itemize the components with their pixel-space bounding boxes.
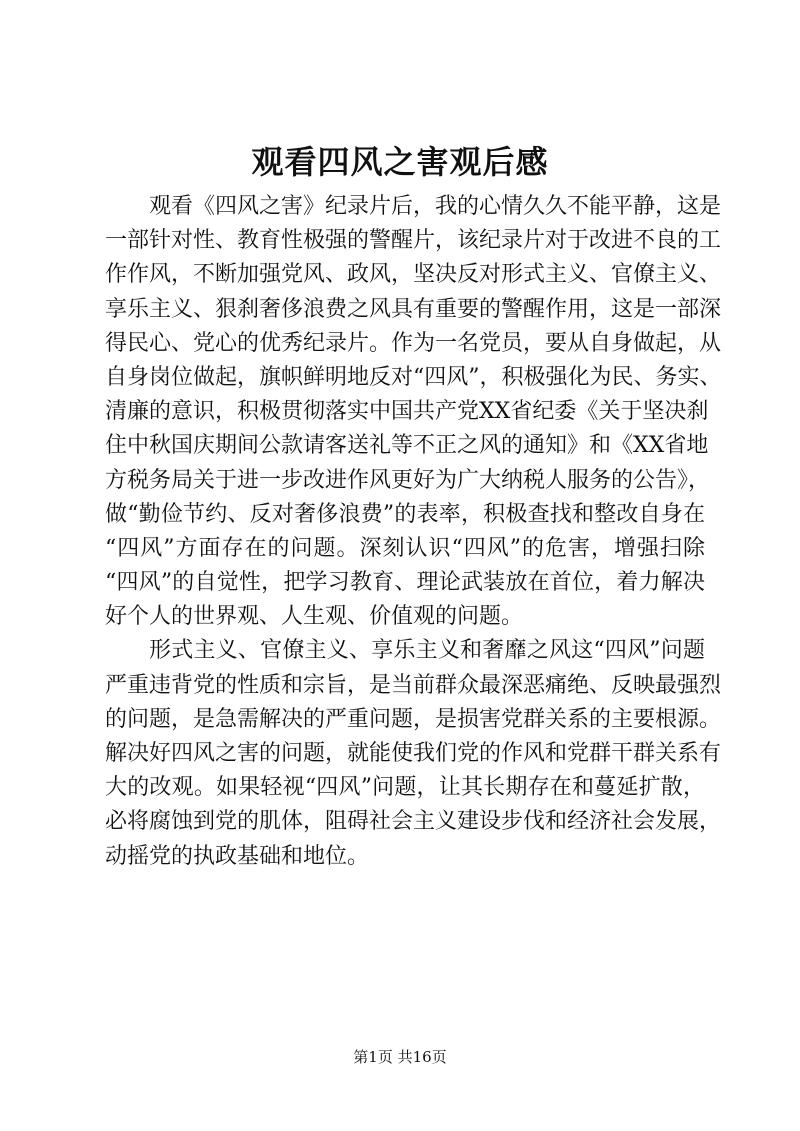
paragraph-2-line-3: 的问题，是急需解决的严重问题，是损害党群关系的主要根源。 [105,706,722,732]
page-number-footer: 第1页 共16页 [353,1048,447,1066]
paragraph-2-line-7: 动摇党的执政基础和地位。 [105,843,370,869]
paragraph-2-line-1: 形式主义、官僚主义、享乐主义和奢靡之风这“四风”问题 [149,638,705,664]
paragraph-1-line-3: 作作风，不断加强党风、政风，坚决反对形式主义、官僚主义、 [105,262,722,288]
paragraph-1-line-12: “四风”的自觉性，把学习教育、理论武装放在首位，着力解决 [105,570,705,596]
paragraph-1-line-4: 享乐主义、狠刹奢侈浪费之风具有重要的警醒作用，这是一部深 [105,296,722,322]
paragraph-2-line-2: 严重违背党的性质和宗旨，是当前群众最深恶痛绝、反映最强烈 [105,672,722,698]
paragraph-1-line-10: 做“勤俭节约、反对奢侈浪费”的表率，积极查找和整改自身在 [105,501,705,527]
paragraph-2-line-5: 大的改观。如果轻视“四风”问题，让其长期存在和蔓延扩散， [105,775,705,801]
paragraph-1-line-13: 好个人的世界观、人生观、价值观的问题。 [105,604,524,630]
paragraph-1-line-2: 一部针对性、教育性极强的警醒片，该纪录片对于改进不良的工 [105,228,722,254]
paragraph-2-line-6: 必将腐蚀到党的肌体，阻碍社会主义建设步伐和经济社会发展， [105,809,722,835]
paragraph-1-line-7: 清廉的意识，积极贯彻落实中国共产党XX省纪委《关于坚决刹 [105,399,709,425]
paragraph-1-line-6: 自身岗位做起，旗帜鲜明地反对“四风”，积极强化为民、务实、 [105,364,722,390]
paragraph-2-line-4: 解决好四风之害的问题，就能使我们党的作风和党群干群关系有 [105,741,722,766]
paragraph-1-line-1: 观看《四风之害》纪录片后，我的心情久久不能平静，这是 [149,194,722,219]
paragraph-1-line-9: 方税务局关于进一步改进作风更好为广大纳税人服务的公告》， [105,467,711,493]
paragraph-1-line-11: “四风”方面存在的问题。深刻认识“四风”的危害，增强扫除 [105,535,705,561]
paragraph-1-line-8: 住中秋国庆期间公款请客送礼等不正之风的通知》和《XX省地 [105,433,709,459]
document-title: 观看四风之害观后感 [251,143,549,181]
document-body [105,190,722,874]
paragraph-1-line-5: 得民心、党心的优秀纪录片。作为一名党员，要从自身做起，从 [105,330,722,356]
